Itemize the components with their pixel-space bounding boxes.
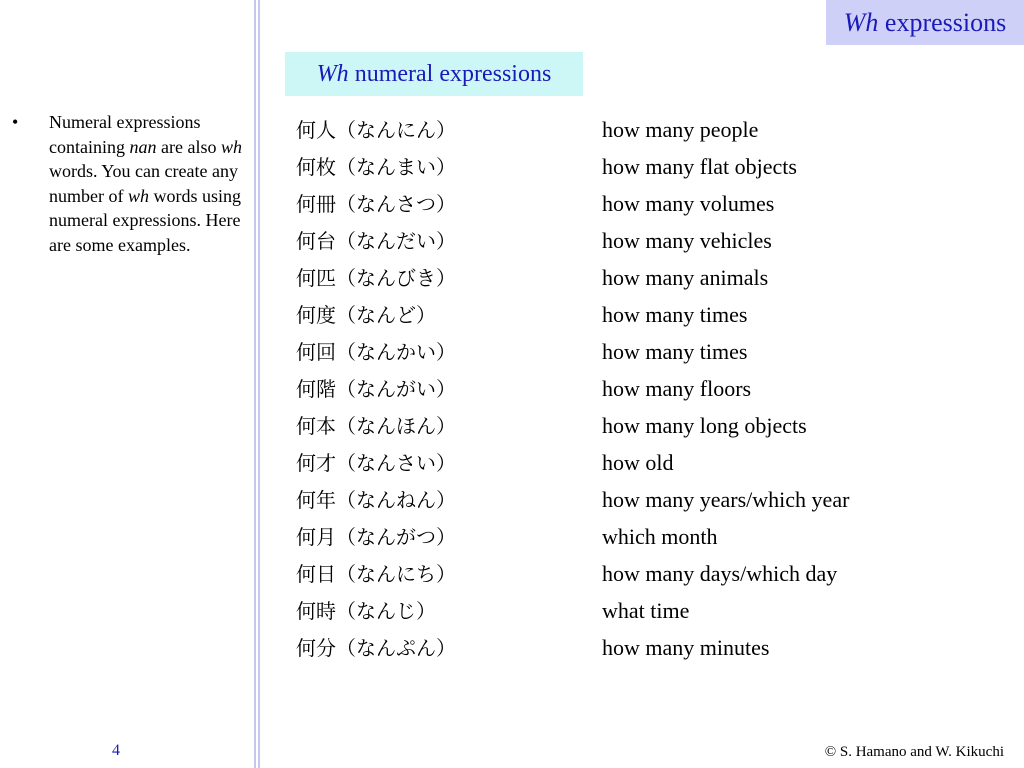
english-meaning: how many long objects xyxy=(602,413,807,438)
copyright-notice: © S. Hamano and W. Kikuchi xyxy=(824,744,1004,760)
english-meaning: how many minutes xyxy=(602,635,770,660)
table-row xyxy=(296,519,996,556)
japanese-expression: 何本（なんほん） xyxy=(296,414,456,438)
table-row xyxy=(296,334,996,371)
subtitle-italic: Wh xyxy=(316,61,349,87)
bullet-text xyxy=(49,110,248,257)
english-meaning: how many vehicles xyxy=(602,228,772,253)
english-meaning: how many floors xyxy=(602,376,752,401)
subtitle-rest: numeral expressions xyxy=(348,61,552,87)
table-row xyxy=(296,149,996,186)
bullet-text-part: are also xyxy=(156,136,221,157)
japanese-expression: 何才（なんさい） xyxy=(296,451,456,475)
english-meaning: how many volumes xyxy=(602,191,775,216)
table-row xyxy=(296,371,996,408)
table-row xyxy=(296,593,996,630)
english-meaning: how many flat objects xyxy=(602,154,797,179)
japanese-expression: 何冊（なんさつ） xyxy=(296,192,456,216)
page-number: 4 xyxy=(112,742,120,759)
japanese-expression: 何時（なんじ） xyxy=(296,599,436,623)
japanese-expression: 何日（なんにち） xyxy=(296,562,456,586)
bullet-marker: • xyxy=(12,112,19,132)
japanese-expression: 何台（なんだい） xyxy=(296,229,456,253)
title-rest: expressions xyxy=(878,8,1007,37)
japanese-expression: 何回（なんかい） xyxy=(296,340,456,364)
english-meaning: how many animals xyxy=(602,265,769,290)
table-row xyxy=(296,556,996,593)
japanese-expression: 何度（なんど） xyxy=(296,303,436,327)
bullet-text-part: words. You can create any number of xyxy=(49,161,238,206)
slide-title xyxy=(826,0,1024,45)
table-row xyxy=(296,223,996,260)
left-divider-inner xyxy=(258,0,260,768)
table-row xyxy=(296,482,996,519)
table-row xyxy=(296,630,996,667)
english-meaning: how many years/which year xyxy=(602,487,850,512)
left-divider xyxy=(254,0,256,768)
table-row xyxy=(296,186,996,223)
bullet-text-italic: wh xyxy=(220,136,242,157)
japanese-expression: 何年（なんねん） xyxy=(296,488,456,512)
japanese-expression: 何枚（なんまい） xyxy=(296,155,456,179)
bullet-text-part: Numeral expressions containing xyxy=(49,112,201,157)
bullet-text-italic: wh xyxy=(127,185,149,206)
japanese-expression: 何分（なんぷん） xyxy=(296,636,456,660)
table-row xyxy=(296,297,996,334)
title-italic: Wh xyxy=(843,8,879,37)
japanese-expression: 何人（なんにん） xyxy=(296,118,456,142)
table-row xyxy=(296,445,996,482)
english-meaning: how many people xyxy=(602,117,759,142)
english-meaning: how many times xyxy=(602,302,748,327)
table-row xyxy=(296,260,996,297)
japanese-expression: 何階（なんがい） xyxy=(296,377,456,401)
table-row xyxy=(296,408,996,445)
japanese-expression: 何月（なんがつ） xyxy=(296,525,456,549)
table-row xyxy=(296,112,996,149)
english-meaning: which month xyxy=(602,524,718,549)
english-meaning: what time xyxy=(602,598,690,623)
section-subtitle xyxy=(285,52,583,96)
japanese-expression: 何匹（なんびき） xyxy=(296,266,456,290)
bullet-text-part: words using numeral expressions. Here are some examples. xyxy=(49,185,242,255)
expression-table xyxy=(296,112,996,667)
english-meaning: how many times xyxy=(602,339,748,364)
bullet-note xyxy=(8,110,248,257)
english-meaning: how many days/which day xyxy=(602,561,838,586)
bullet-text-italic: nan xyxy=(129,136,157,157)
english-meaning: how old xyxy=(602,450,674,475)
